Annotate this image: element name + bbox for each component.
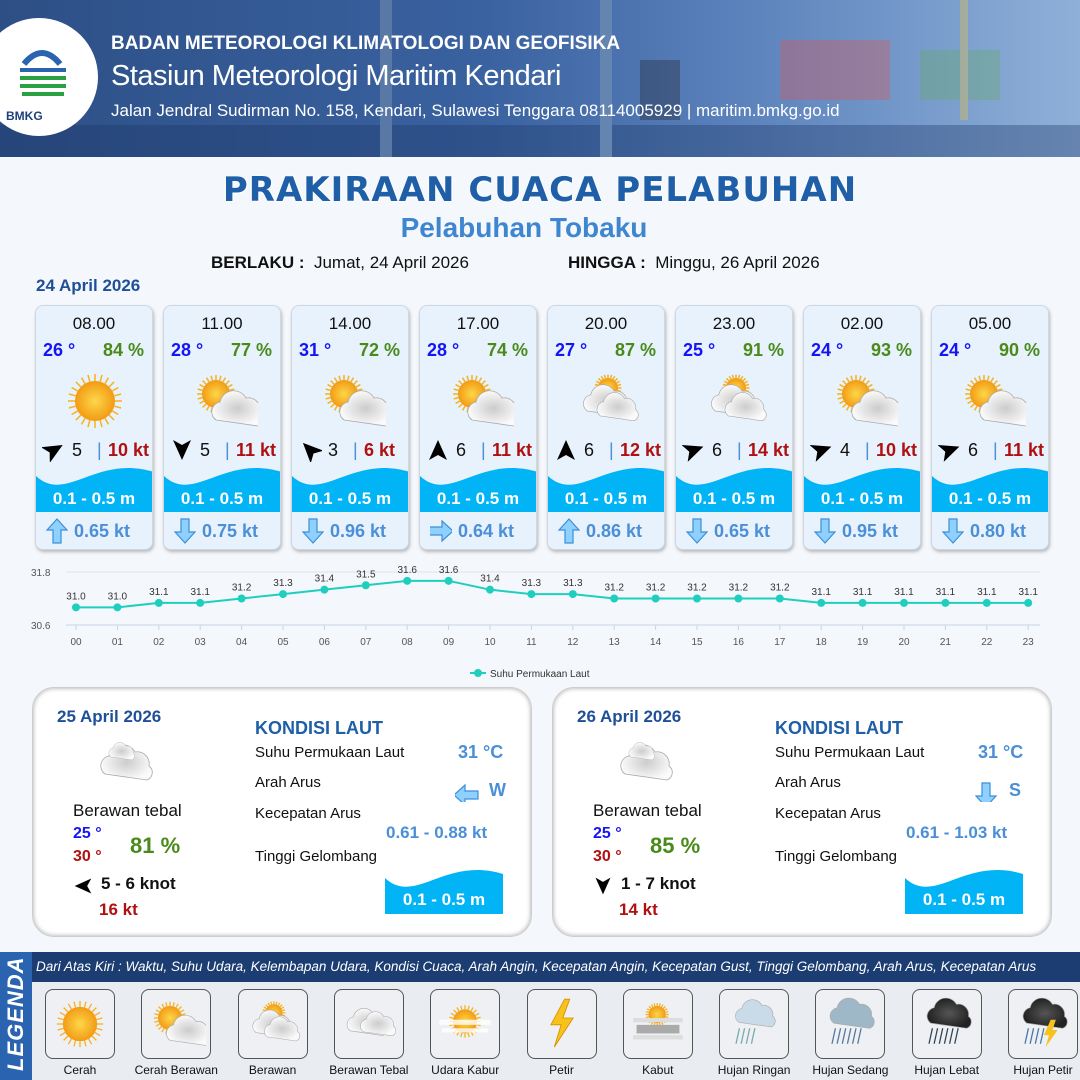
data-point bbox=[72, 603, 80, 611]
current-speed-label: Kecepatan Arus bbox=[775, 805, 881, 822]
separator: | bbox=[865, 440, 870, 460]
data-point bbox=[196, 599, 204, 607]
data-label: 31.4 bbox=[314, 573, 335, 585]
berawan-tebal-weather-icon bbox=[611, 738, 675, 788]
day-panel bbox=[552, 687, 1052, 937]
wind-direction-icon bbox=[73, 876, 93, 896]
sst-label: Suhu Permukaan Laut bbox=[255, 744, 405, 761]
station-name: Stasiun Meteorologi Maritim Kendari bbox=[111, 60, 561, 92]
forecast-card bbox=[163, 305, 281, 550]
forecast-time: 17.00 bbox=[456, 314, 500, 333]
series-line bbox=[76, 581, 1028, 608]
forecast-card bbox=[547, 305, 665, 550]
data-point bbox=[1024, 599, 1032, 607]
wind-direction-icon bbox=[682, 438, 706, 462]
wave-height: 0.1 - 0.5 m bbox=[52, 489, 136, 508]
legend-item-petir bbox=[527, 989, 597, 1059]
weather-condition: Berawan tebal bbox=[73, 801, 182, 820]
data-label: 31.1 bbox=[149, 586, 169, 598]
temperature-min: 25 ° bbox=[73, 825, 102, 842]
wave-height: 0.1 - 0.5 m bbox=[402, 890, 486, 909]
forecast-time: 08.00 bbox=[72, 314, 116, 333]
current-arrow-down-icon bbox=[942, 518, 964, 544]
valid-from bbox=[211, 253, 469, 273]
humidity: 74 % bbox=[486, 340, 528, 360]
day1-date: 24 April 2026 bbox=[36, 276, 141, 295]
data-label: 31.5 bbox=[356, 569, 376, 581]
data-label: 31.0 bbox=[107, 591, 128, 603]
data-point bbox=[652, 595, 660, 603]
wind-direction-icon bbox=[938, 438, 962, 462]
wave-height-label: Tinggi Gelombang bbox=[255, 848, 378, 865]
air-temperature: 26 ° bbox=[43, 340, 76, 360]
berawan-weather-icon bbox=[700, 366, 770, 436]
gust-speed: 11 kt bbox=[492, 440, 533, 460]
air-temperature: 28 ° bbox=[171, 340, 204, 360]
hujan-lebat-icon bbox=[917, 994, 977, 1054]
forecast-card bbox=[35, 305, 153, 550]
wind-direction-icon bbox=[593, 876, 613, 896]
wind-speed: 6 bbox=[968, 440, 979, 460]
x-tick-label: 07 bbox=[360, 637, 372, 648]
legend-title: LEGENDA bbox=[3, 956, 28, 1071]
legend-label: Cerah bbox=[63, 1063, 97, 1077]
valid-from-value: Jumat, 24 April 2026 bbox=[313, 253, 469, 272]
udara-kabur-icon bbox=[435, 994, 495, 1054]
valid-to-label: HINGGA : bbox=[568, 253, 646, 272]
data-point bbox=[155, 599, 163, 607]
panel-date: 25 April 2026 bbox=[57, 707, 162, 726]
x-tick-label: 15 bbox=[691, 637, 703, 648]
data-label: 31.1 bbox=[190, 586, 210, 598]
data-label: 31.1 bbox=[1018, 586, 1038, 598]
forecast-card bbox=[803, 305, 921, 550]
data-point bbox=[486, 586, 494, 594]
wind-direction-icon bbox=[42, 438, 66, 462]
data-point bbox=[817, 599, 825, 607]
x-tick-label: 12 bbox=[567, 637, 579, 648]
humidity: 91 % bbox=[742, 340, 784, 360]
legend-item-hujan-lebat bbox=[912, 989, 982, 1059]
humidity: 85 % bbox=[650, 833, 701, 858]
petir-icon bbox=[532, 994, 592, 1054]
hujan-ringan-icon bbox=[724, 994, 784, 1054]
wave-height: 0.1 - 0.5 m bbox=[436, 489, 520, 508]
legend-label: Berawan Tebal bbox=[329, 1063, 409, 1077]
x-tick-label: 01 bbox=[111, 637, 123, 648]
humidity: 90 % bbox=[998, 340, 1040, 360]
data-label: 31.3 bbox=[273, 578, 293, 590]
x-tick-label: 16 bbox=[732, 637, 744, 648]
current-arrow-up-icon bbox=[46, 518, 68, 544]
berawan-weather-icon bbox=[572, 366, 642, 436]
data-label: 31.1 bbox=[977, 586, 997, 598]
gust-speed: 16 kt bbox=[99, 900, 138, 919]
legend-label: Udara Kabur bbox=[431, 1063, 500, 1077]
legend-label: Kabut bbox=[642, 1063, 674, 1077]
data-point bbox=[279, 590, 287, 598]
legend-item-hujan-sedang bbox=[815, 989, 885, 1059]
air-temperature: 25 ° bbox=[683, 340, 716, 360]
legend-marker bbox=[474, 669, 482, 677]
air-temperature: 31 ° bbox=[299, 340, 332, 360]
data-point bbox=[113, 603, 121, 611]
data-point bbox=[734, 595, 742, 603]
current-speed: 0.65 kt bbox=[714, 521, 771, 541]
header-banner bbox=[0, 0, 1080, 157]
forecast-card bbox=[931, 305, 1049, 550]
data-label: 31.2 bbox=[604, 582, 624, 594]
data-point bbox=[900, 599, 908, 607]
wave-height-label: Tinggi Gelombang bbox=[775, 848, 898, 865]
data-point bbox=[238, 595, 246, 603]
current-speed: 0.95 kt bbox=[842, 521, 899, 541]
port-name: Pelabuhan Tobaku bbox=[400, 212, 648, 243]
air-temperature: 27 ° bbox=[555, 340, 588, 360]
temperature-max: 30 ° bbox=[593, 848, 622, 865]
data-point bbox=[320, 586, 328, 594]
cerah-berawan-weather-icon bbox=[444, 366, 514, 436]
current-direction: S bbox=[1009, 780, 1022, 800]
sst-value: 31 °C bbox=[978, 742, 1024, 762]
data-label: 31.0 bbox=[66, 591, 86, 603]
wave-height: 0.1 - 0.5 m bbox=[308, 489, 392, 508]
cerah-icon bbox=[50, 994, 110, 1054]
wave-height: 0.1 - 0.5 m bbox=[948, 489, 1032, 508]
current-speed: 0.65 kt bbox=[74, 521, 131, 541]
legend-label: Hujan Ringan bbox=[717, 1063, 791, 1077]
wind-speed-range: 1 - 7 knot bbox=[621, 874, 696, 893]
day-panel bbox=[32, 687, 532, 937]
forecast-card bbox=[291, 305, 409, 550]
current-arrow-down-icon bbox=[302, 518, 324, 544]
gust-speed: 10 kt bbox=[108, 440, 150, 460]
sea-condition-heading: KONDISI LAUT bbox=[775, 718, 903, 738]
legend-label: Hujan Sedang bbox=[812, 1063, 889, 1077]
x-tick-label: 11 bbox=[526, 637, 537, 648]
data-point bbox=[362, 581, 370, 589]
x-tick-label: 13 bbox=[608, 637, 620, 648]
forecast-time: 02.00 bbox=[840, 314, 884, 333]
temperature-min: 25 ° bbox=[593, 825, 622, 842]
air-temperature: 28 ° bbox=[427, 340, 460, 360]
separator: | bbox=[353, 440, 358, 460]
data-label: 31.1 bbox=[935, 586, 956, 598]
wave-height: 0.1 - 0.5 m bbox=[564, 489, 648, 508]
forecast-time: 05.00 bbox=[968, 314, 1012, 333]
hujan-sedang-icon bbox=[820, 994, 880, 1054]
bmkg-logo: BMKG bbox=[0, 18, 98, 136]
legend-side bbox=[0, 952, 32, 1080]
separator: | bbox=[97, 440, 102, 460]
x-tick-label: 06 bbox=[318, 637, 330, 648]
current-arrow-down-icon bbox=[814, 518, 836, 544]
sea-temperature-chart bbox=[30, 560, 1080, 685]
x-tick-label: 22 bbox=[981, 637, 993, 648]
gust-speed: 11 kt bbox=[1004, 440, 1045, 460]
legend-label: Cerah Berawan bbox=[134, 1063, 218, 1077]
wind-speed: 3 bbox=[328, 440, 339, 460]
legend bbox=[0, 952, 1080, 1080]
forecast-time: 14.00 bbox=[328, 314, 372, 333]
x-tick-label: 21 bbox=[939, 637, 951, 648]
data-point bbox=[941, 599, 949, 607]
gust-speed: 11 kt bbox=[236, 440, 277, 460]
cerah-berawan-icon bbox=[146, 994, 206, 1054]
page-title: PRAKIRAAN CUACA PELABUHAN bbox=[222, 170, 858, 210]
wave-height: 0.1 - 0.5 m bbox=[922, 890, 1006, 909]
data-point bbox=[693, 595, 701, 603]
station-address: Jalan Jendral Sudirman No. 158, Kendari, Sulawesi Tenggara 08114005929 | maritim.bmkg.go.id bbox=[111, 101, 840, 120]
legend-label: Hujan Petir bbox=[1013, 1063, 1073, 1077]
data-point bbox=[859, 599, 867, 607]
data-label: 31.2 bbox=[687, 582, 707, 594]
sea-condition-heading: KONDISI LAUT bbox=[255, 718, 383, 738]
berawan-tebal-weather-icon bbox=[91, 738, 155, 788]
legend-item-cerah-berawan bbox=[141, 989, 211, 1059]
legend-item-udara-kabur bbox=[430, 989, 500, 1059]
current-arrow-down-icon bbox=[174, 518, 196, 544]
x-tick-label: 04 bbox=[236, 637, 248, 648]
legend-label: Hujan Lebat bbox=[914, 1063, 980, 1077]
valid-from-label: BERLAKU : bbox=[211, 253, 305, 272]
current-speed: 0.64 kt bbox=[458, 521, 515, 541]
data-label: 31.3 bbox=[563, 578, 583, 590]
data-label: 31.6 bbox=[397, 564, 417, 576]
wind-direction-icon bbox=[810, 438, 834, 462]
current-speed-range: 0.61 - 0.88 kt bbox=[386, 823, 488, 842]
legend-label: Suhu Permukaan Laut bbox=[490, 669, 590, 680]
cerah-weather-icon bbox=[60, 366, 130, 436]
wind-speed: 4 bbox=[840, 440, 851, 460]
gust-speed: 12 kt bbox=[620, 440, 662, 460]
current-speed: 0.75 kt bbox=[202, 521, 259, 541]
weather-condition: Berawan tebal bbox=[593, 801, 702, 820]
current-arrow-down-icon bbox=[975, 782, 1001, 802]
y-tick-label: 30.6 bbox=[31, 621, 51, 632]
x-tick-label: 00 bbox=[70, 637, 82, 648]
x-tick-label: 02 bbox=[153, 637, 165, 648]
x-tick-label: 17 bbox=[774, 637, 786, 648]
temperature-max: 30 ° bbox=[73, 848, 102, 865]
cerah-berawan-weather-icon bbox=[828, 366, 898, 436]
legend-item-kabut bbox=[623, 989, 693, 1059]
legend-item-hujan-petir bbox=[1008, 989, 1078, 1059]
y-tick-label: 31.8 bbox=[31, 568, 51, 579]
valid-to-value: Minggu, 26 April 2026 bbox=[655, 253, 820, 272]
wind-speed: 6 bbox=[584, 440, 595, 460]
hujan-petir-icon bbox=[1013, 994, 1073, 1054]
sst-label: Suhu Permukaan Laut bbox=[775, 744, 925, 761]
legend-item-berawan-tebal bbox=[334, 989, 404, 1059]
humidity: 93 % bbox=[870, 340, 912, 360]
current-direction-label: Arah Arus bbox=[775, 774, 841, 791]
cerah-berawan-weather-icon bbox=[316, 366, 386, 436]
separator: | bbox=[225, 440, 230, 460]
legend-item-cerah bbox=[45, 989, 115, 1059]
cerah-berawan-weather-icon bbox=[188, 366, 258, 436]
berawan-tebal-icon bbox=[339, 994, 399, 1054]
wind-speed: 5 bbox=[72, 440, 83, 460]
separator: | bbox=[609, 440, 614, 460]
forecast-time: 23.00 bbox=[712, 314, 756, 333]
x-tick-label: 23 bbox=[1022, 637, 1034, 648]
berawan-icon bbox=[243, 994, 303, 1054]
current-arrow-down-icon bbox=[686, 518, 708, 544]
forecast-card bbox=[419, 305, 537, 550]
wave-height: 0.1 - 0.5 m bbox=[692, 489, 776, 508]
wind-direction-icon bbox=[170, 438, 194, 462]
legend-description: Dari Atas Kiri : Waktu, Suhu Udara, Kelembapan Udara, Kondisi Cuaca, Arah Angin, Kecepatan Angin, Kecepatan Gust, Tinggi Gelombang, Arah Arus, Kecepatan Arus bbox=[32, 952, 1080, 982]
current-speed: 0.80 kt bbox=[970, 521, 1027, 541]
agency-name: BADAN METEOROLOGI KLIMATOLOGI DAN GEOFISIKA bbox=[111, 33, 621, 54]
separator: | bbox=[737, 440, 742, 460]
humidity: 72 % bbox=[358, 340, 400, 360]
data-label: 31.1 bbox=[894, 586, 914, 598]
data-label: 31.2 bbox=[770, 582, 790, 594]
data-label: 31.1 bbox=[852, 586, 873, 598]
forecast-card bbox=[675, 305, 793, 550]
legend-item-berawan bbox=[238, 989, 308, 1059]
forecast-time: 11.00 bbox=[201, 314, 243, 333]
valid-to bbox=[568, 253, 820, 273]
wind-speed: 6 bbox=[712, 440, 723, 460]
kabut-icon bbox=[628, 994, 688, 1054]
data-label: 31.6 bbox=[438, 564, 459, 576]
current-arrow-up-icon bbox=[558, 518, 580, 544]
data-point bbox=[527, 590, 535, 598]
data-point bbox=[983, 599, 991, 607]
data-point bbox=[403, 577, 411, 585]
current-speed: 0.86 kt bbox=[586, 521, 643, 541]
current-speed-label: Kecepatan Arus bbox=[255, 805, 361, 822]
x-tick-label: 08 bbox=[401, 637, 413, 648]
wave-height: 0.1 - 0.5 m bbox=[820, 489, 904, 508]
current-direction: W bbox=[489, 780, 506, 800]
data-label: 31.2 bbox=[728, 582, 749, 594]
wind-direction-icon bbox=[298, 438, 322, 462]
current-arrow-left-icon bbox=[455, 782, 481, 802]
wave-height: 0.1 - 0.5 m bbox=[180, 489, 264, 508]
humidity: 77 % bbox=[230, 340, 272, 360]
x-tick-label: 19 bbox=[857, 637, 869, 648]
current-speed-range: 0.61 - 1.03 kt bbox=[906, 823, 1008, 842]
legend-item-hujan-ringan bbox=[719, 989, 789, 1059]
humidity: 81 % bbox=[130, 833, 181, 858]
legend-label: Petir bbox=[549, 1063, 574, 1077]
panel-date: 26 April 2026 bbox=[577, 707, 682, 726]
x-tick-label: 10 bbox=[484, 637, 496, 648]
data-label: 31.2 bbox=[645, 582, 666, 594]
wind-speed: 5 bbox=[200, 440, 211, 460]
data-point bbox=[776, 595, 784, 603]
cerah-berawan-weather-icon bbox=[956, 366, 1026, 436]
x-tick-label: 03 bbox=[194, 637, 206, 648]
forecast-time: 20.00 bbox=[584, 314, 628, 333]
separator: | bbox=[481, 440, 486, 460]
x-tick-label: 14 bbox=[650, 637, 662, 648]
gust-speed: 10 kt bbox=[876, 440, 918, 460]
wind-direction-icon bbox=[426, 438, 450, 462]
x-tick-label: 20 bbox=[898, 637, 910, 648]
gust-speed: 6 kt bbox=[364, 440, 396, 460]
data-point bbox=[610, 595, 618, 603]
humidity: 84 % bbox=[102, 340, 144, 360]
current-arrow-right-icon bbox=[430, 518, 452, 544]
wind-speed-range: 5 - 6 knot bbox=[101, 874, 176, 893]
gust-speed: 14 kt bbox=[619, 900, 658, 919]
data-label: 31.3 bbox=[521, 578, 542, 590]
x-tick-label: 18 bbox=[815, 637, 827, 648]
separator: | bbox=[993, 440, 998, 460]
gust-speed: 14 kt bbox=[748, 440, 790, 460]
wind-speed: 6 bbox=[456, 440, 467, 460]
air-temperature: 24 ° bbox=[939, 340, 972, 360]
current-speed: 0.96 kt bbox=[330, 521, 387, 541]
legend-label: Berawan bbox=[248, 1063, 297, 1077]
data-label: 31.1 bbox=[811, 586, 831, 598]
data-label: 31.2 bbox=[231, 582, 252, 594]
x-tick-label: 09 bbox=[443, 637, 455, 648]
current-direction-label: Arah Arus bbox=[255, 774, 321, 791]
data-point bbox=[445, 577, 453, 585]
x-tick-label: 05 bbox=[277, 637, 289, 648]
data-label: 31.4 bbox=[480, 573, 500, 585]
data-point bbox=[569, 590, 577, 598]
humidity: 87 % bbox=[614, 340, 656, 360]
sst-value: 31 °C bbox=[458, 742, 504, 762]
air-temperature: 24 ° bbox=[811, 340, 844, 360]
wind-direction-icon bbox=[554, 438, 578, 462]
